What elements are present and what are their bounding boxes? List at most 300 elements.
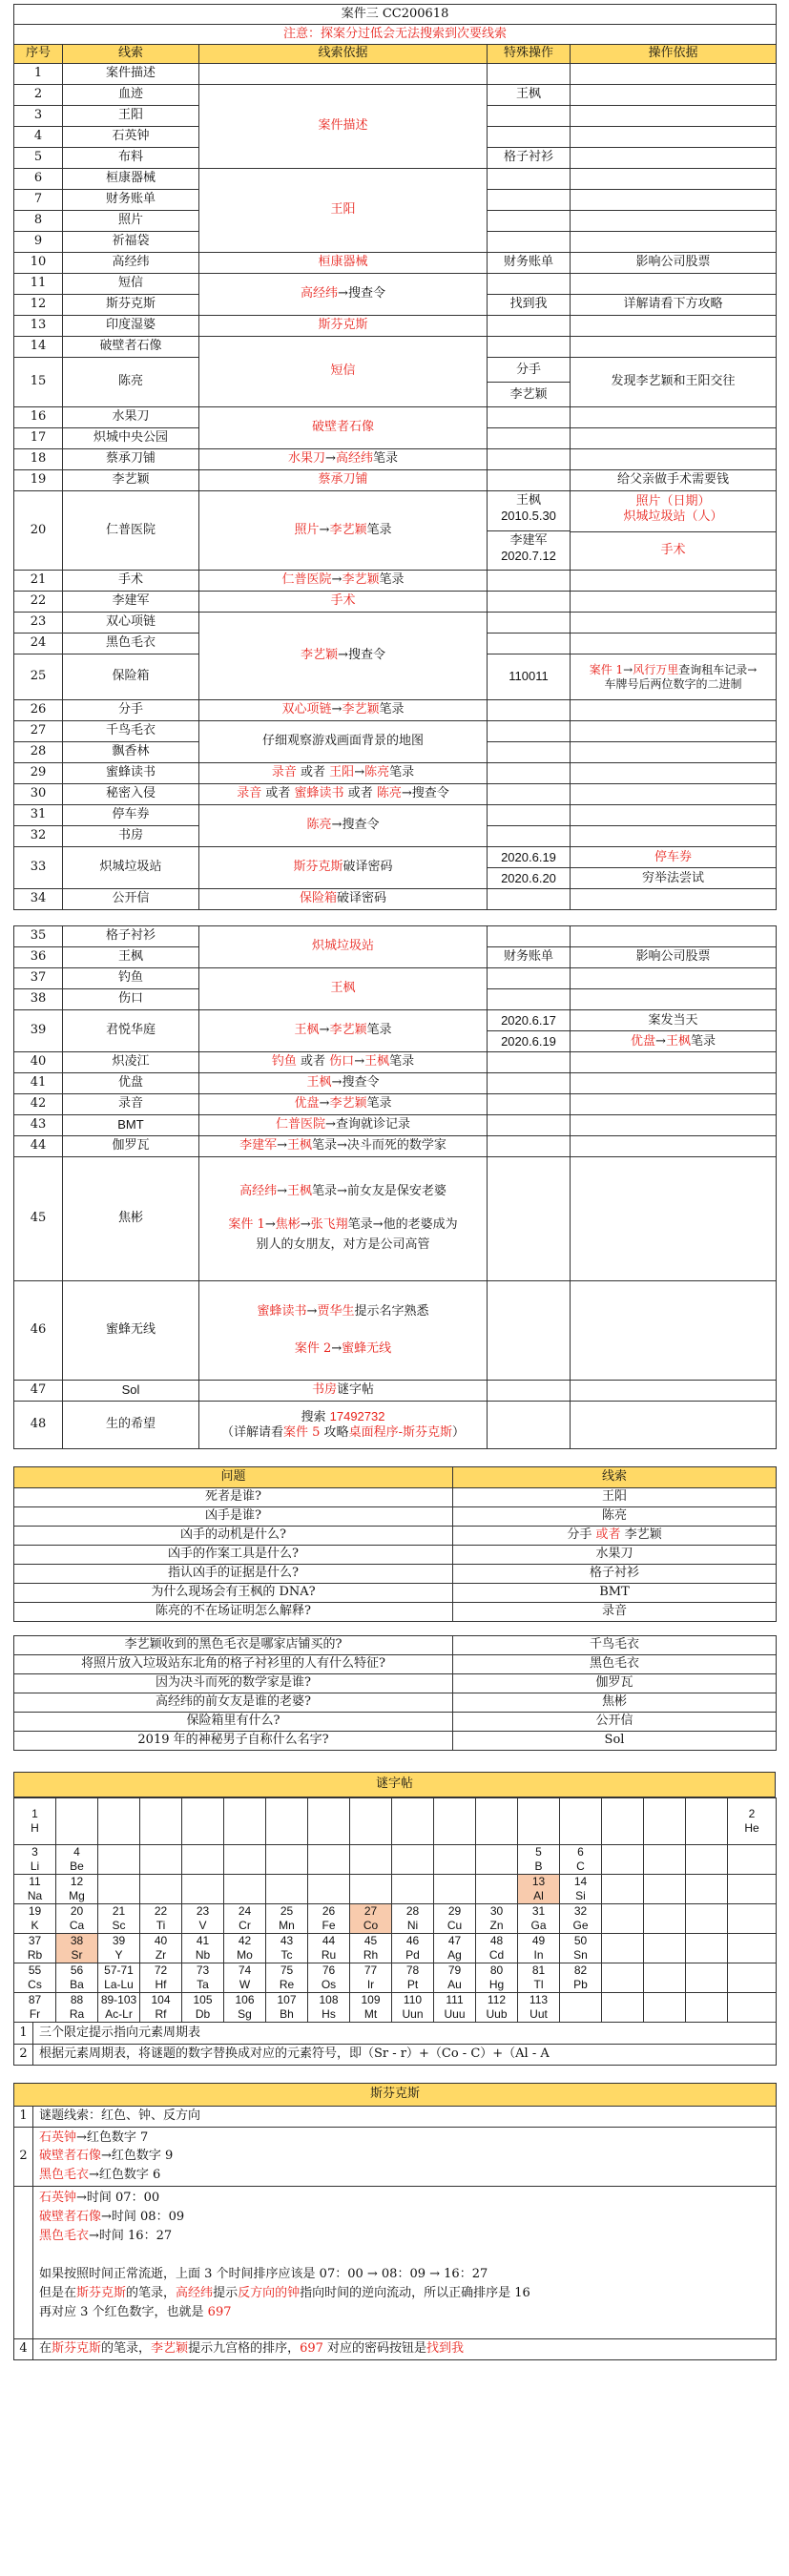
row-no: 4 xyxy=(14,127,63,148)
clue-name: 千鸟毛衣 xyxy=(63,721,199,742)
col-basis: 线索依据 xyxy=(199,45,488,64)
special-op-date: 2020.6.17 xyxy=(488,1010,570,1031)
element-symbol: Al xyxy=(533,1889,544,1902)
element-cell xyxy=(14,1963,56,1993)
element-cell xyxy=(476,1934,518,1963)
empty-cell xyxy=(392,1875,434,1904)
clue-table-2 xyxy=(13,925,777,1449)
element-symbol: Sn xyxy=(573,1948,588,1962)
element-number: 111 xyxy=(446,1993,464,2006)
clue-name: 蜜蜂无线 xyxy=(63,1281,199,1381)
empty-cell xyxy=(140,1845,182,1875)
element-cell xyxy=(56,1934,98,1963)
element-cell xyxy=(182,1904,224,1934)
clue-basis: 李建军→王枫笔录→决斗而死的数学家 xyxy=(199,1136,488,1157)
clue-basis: 书房谜字帖 xyxy=(199,1381,488,1402)
element-symbol: Cd xyxy=(488,1948,505,1962)
element-symbol: H xyxy=(31,1821,39,1835)
clue-name: 案件描述 xyxy=(63,64,199,85)
element-number: 23 xyxy=(196,1904,210,1918)
clue-name: 李建军 xyxy=(63,592,199,613)
clue-basis: 仁普医院→查询就诊记录 xyxy=(199,1115,488,1136)
row-no: 19 xyxy=(14,470,63,491)
element-symbol: Tc xyxy=(280,1948,293,1962)
empty-cell xyxy=(434,1845,476,1875)
clue-name: 桓康器械 xyxy=(63,169,199,190)
element-number: 14 xyxy=(573,1875,588,1888)
empty-cell xyxy=(392,1798,434,1845)
empty-cell xyxy=(266,1875,308,1904)
element-cell xyxy=(728,1798,777,1845)
row-no: 15 xyxy=(14,358,63,407)
empty-cell xyxy=(602,1875,644,1904)
empty-cell xyxy=(140,1798,182,1845)
qa-question: 凶手的动机是什么? xyxy=(14,1527,453,1546)
qa-table xyxy=(13,1466,777,1751)
row-no: 8 xyxy=(14,211,63,232)
special-op: 王枫 xyxy=(515,493,541,508)
row-no: 43 xyxy=(14,1115,63,1136)
qa-answer: 水果刀 xyxy=(453,1546,777,1565)
step-no: 1 xyxy=(14,2106,33,2127)
element-symbol: Mg xyxy=(69,1889,85,1902)
element-number: 38 xyxy=(70,1934,84,1947)
element-cell xyxy=(98,1963,140,1993)
clue-basis: 蜜蜂读书→贾华生提示名字熟悉 案件 2→蜜蜂无线 xyxy=(199,1281,488,1381)
empty-cell xyxy=(728,1875,777,1904)
special-op: 格子衬衫 xyxy=(488,148,571,169)
element-symbol: Uuu xyxy=(444,2007,466,2021)
element-number: 108 xyxy=(319,1993,339,2006)
element-symbol: Rh xyxy=(363,1948,379,1962)
element-number: 46 xyxy=(405,1934,420,1947)
clue-name: 格子衬衫 xyxy=(63,926,199,947)
empty-cell xyxy=(224,1845,266,1875)
empty-cell xyxy=(224,1798,266,1845)
empty-cell xyxy=(602,1993,644,2023)
element-symbol: Db xyxy=(195,2007,211,2021)
clue-basis: 桓康器械 xyxy=(199,253,488,274)
clue-name: 血迹 xyxy=(63,85,199,106)
element-number: 104 xyxy=(151,1993,171,2006)
qa-question: 高经纬的前女友是谁的老婆? xyxy=(14,1693,453,1713)
element-symbol: Be xyxy=(70,1859,84,1873)
element-cell xyxy=(266,1934,308,1963)
row-no: 45 xyxy=(14,1157,63,1281)
row-no: 29 xyxy=(14,763,63,784)
empty-cell xyxy=(728,1963,777,1993)
clue-basis: 保险箱破译密码 xyxy=(199,889,488,910)
row-no: 10 xyxy=(14,253,63,274)
element-number: 76 xyxy=(322,1963,336,1977)
element-symbol: Hg xyxy=(488,1978,505,1991)
qa-question: 凶手的作案工具是什么? xyxy=(14,1546,453,1565)
clue-name: 祈福袋 xyxy=(63,232,199,253)
element-number: 57-71 xyxy=(104,1963,134,1977)
clue-basis: 蔡承刀铺 xyxy=(199,470,488,491)
empty-cell xyxy=(182,1845,224,1875)
element-cell xyxy=(182,1963,224,1993)
op-basis: 给父亲做手术需要钱 xyxy=(571,470,777,491)
clue-basis: 斯芬克斯破译密码 xyxy=(199,847,488,889)
clue-basis: 双心项链→李艺颖笔录 xyxy=(199,700,488,721)
row-no: 7 xyxy=(14,190,63,211)
empty-cell xyxy=(602,1845,644,1875)
element-cell xyxy=(476,1904,518,1934)
element-symbol: Ru xyxy=(321,1948,337,1962)
clue-name: 水果刀 xyxy=(63,407,199,428)
riddle-table xyxy=(13,1772,776,1797)
element-number: 55 xyxy=(28,1963,42,1977)
element-number: 1 xyxy=(31,1807,38,1820)
op-basis: 炽城垃圾站（人） xyxy=(623,509,723,525)
element-symbol: Ge xyxy=(572,1919,589,1932)
empty-cell xyxy=(434,1798,476,1845)
clue-name: 飘香林 xyxy=(63,742,199,763)
element-cell xyxy=(266,1993,308,2023)
element-cell xyxy=(518,1963,560,1993)
element-number: 79 xyxy=(447,1963,462,1977)
clue-name: 停车券 xyxy=(63,805,199,826)
row-no: 17 xyxy=(14,428,63,449)
row-no: 21 xyxy=(14,571,63,592)
empty-cell xyxy=(98,1875,140,1904)
row-no: 48 xyxy=(14,1402,63,1449)
row-no: 18 xyxy=(14,449,63,470)
element-cell xyxy=(560,1963,602,1993)
clue-name: 王阳 xyxy=(63,106,199,127)
hint-no: 1 xyxy=(14,2023,33,2044)
qa-answer: 公开信 xyxy=(453,1713,777,1732)
empty-cell xyxy=(686,1934,728,1963)
element-number: 12 xyxy=(70,1875,84,1888)
qa-answer: 黑色毛衣 xyxy=(453,1655,777,1674)
element-cell xyxy=(518,1845,560,1875)
empty-cell xyxy=(392,1845,434,1875)
element-cell xyxy=(434,1904,476,1934)
clue-name: 钓鱼 xyxy=(63,968,199,989)
row-no: 9 xyxy=(14,232,63,253)
row-no: 42 xyxy=(14,1094,63,1115)
element-symbol: B xyxy=(534,1859,543,1873)
clue-name: 斯芬克斯 xyxy=(63,295,199,316)
element-number: 28 xyxy=(405,1904,420,1918)
periodic-table xyxy=(13,1797,777,2023)
row-no: 14 xyxy=(14,337,63,358)
empty-cell xyxy=(644,1993,686,2023)
element-number: 24 xyxy=(238,1904,252,1918)
element-symbol: Sr xyxy=(71,1948,83,1962)
clue-name: Sol xyxy=(63,1381,199,1402)
element-symbol: Sg xyxy=(238,2007,252,2021)
empty-cell xyxy=(98,1798,140,1845)
row-no: 32 xyxy=(14,826,63,847)
clue-basis: 录音 或者 王阳→陈亮笔录 xyxy=(199,763,488,784)
clue-name: 王枫 xyxy=(63,947,199,968)
empty-cell xyxy=(308,1845,350,1875)
element-symbol: Ni xyxy=(406,1919,419,1932)
element-symbol: Tl xyxy=(533,1978,544,1991)
clue-name: 手术 xyxy=(63,571,199,592)
element-symbol: He xyxy=(744,1821,759,1835)
row-no: 28 xyxy=(14,742,63,763)
element-number: 29 xyxy=(447,1904,462,1918)
element-cell xyxy=(560,1875,602,1904)
element-cell xyxy=(56,1845,98,1875)
clue-basis: 高经纬→王枫笔录→前女友是保安老婆 案件 1→焦彬→张飞翔笔录→他的老婆成为 别人的女朋友，对方是公司高管 xyxy=(199,1157,488,1281)
element-number: 50 xyxy=(573,1934,588,1947)
col-special: 特殊操作 xyxy=(488,45,571,64)
element-number: 48 xyxy=(489,1934,504,1947)
empty-cell xyxy=(728,1904,777,1934)
row-no: 34 xyxy=(14,889,63,910)
empty-cell xyxy=(644,1963,686,1993)
element-cell xyxy=(350,1963,392,1993)
element-symbol: Ca xyxy=(69,1919,85,1932)
col-op-basis: 操作依据 xyxy=(571,45,777,64)
notice: 注意：探案分过低会无法搜索到次要线索 xyxy=(14,25,777,45)
element-symbol: Ra xyxy=(69,2007,85,2021)
clue-basis: 仔细观察游戏画面背景的地图 xyxy=(199,721,488,763)
element-number: 113 xyxy=(529,1993,549,2006)
clue-basis: 王枫 xyxy=(199,968,488,1010)
element-cell xyxy=(140,1993,182,2023)
element-number: 110 xyxy=(403,1993,423,2006)
element-number: 82 xyxy=(573,1963,588,1977)
special-op-date: 2020.6.20 xyxy=(501,871,556,885)
step-text: 在斯芬克斯的笔录，李艺颖提示九宫格的排序，697 对应的密码按钮是找到我 xyxy=(33,2338,777,2359)
step-text: 谜题线索：红色、钟、反方向 xyxy=(33,2106,777,2127)
element-number: 41 xyxy=(196,1934,210,1947)
qa-answer: 分手 或者 李艺颖 xyxy=(453,1527,777,1546)
clue-name: 李艺颖 xyxy=(63,470,199,491)
empty-cell xyxy=(224,1875,266,1904)
empty-cell xyxy=(140,1875,182,1904)
element-symbol: Rf xyxy=(155,2007,167,2021)
empty-cell xyxy=(602,1934,644,1963)
element-cell xyxy=(140,1963,182,1993)
op-basis: 穷举法尝试 xyxy=(642,871,705,885)
element-number: 87 xyxy=(28,1993,42,2006)
element-number: 77 xyxy=(363,1963,378,1977)
element-symbol: Ir xyxy=(366,1978,375,1991)
qa-question: 保险箱里有什么? xyxy=(14,1713,453,1732)
clue-name: 蜜蜂读书 xyxy=(63,763,199,784)
element-cell xyxy=(98,1904,140,1934)
element-symbol: Ac-Lr xyxy=(105,2007,133,2021)
clue-basis: 王枫→李艺颖笔录 xyxy=(199,1010,488,1052)
element-number: 56 xyxy=(70,1963,84,1977)
row-no: 3 xyxy=(14,106,63,127)
qa-question: 2019 年的神秘男子自称什么名字? xyxy=(14,1732,453,1751)
empty-cell xyxy=(728,1993,777,2023)
element-cell xyxy=(350,1904,392,1934)
element-number: 25 xyxy=(280,1904,294,1918)
element-symbol: Ta xyxy=(197,1978,209,1991)
empty-cell xyxy=(182,1875,224,1904)
element-symbol: Cr xyxy=(239,1919,251,1932)
element-symbol: Na xyxy=(27,1889,43,1902)
row-no: 6 xyxy=(14,169,63,190)
col-no: 序号 xyxy=(14,45,63,64)
empty-cell xyxy=(56,1798,98,1845)
element-number: 32 xyxy=(573,1904,588,1918)
element-symbol: Hs xyxy=(322,2007,336,2021)
qa-question: 凶手是谁? xyxy=(14,1507,453,1527)
element-symbol: C xyxy=(576,1859,585,1873)
strategy-sheet xyxy=(13,4,776,2360)
row-no: 40 xyxy=(14,1052,63,1073)
row-no: 5 xyxy=(14,148,63,169)
clue-name: 生的希望 xyxy=(63,1402,199,1449)
row-no: 31 xyxy=(14,805,63,826)
clue-basis: 优盘→李艺颖笔录 xyxy=(199,1094,488,1115)
op-basis: 照片（日期） xyxy=(635,494,711,509)
qa-answer: 录音 xyxy=(453,1603,777,1622)
element-cell xyxy=(476,1963,518,1993)
empty-cell xyxy=(350,1845,392,1875)
element-symbol: Ti xyxy=(156,1919,166,1932)
qa-answer: BMT xyxy=(453,1584,777,1603)
element-cell xyxy=(518,1993,560,2023)
element-symbol: W xyxy=(239,1978,251,1991)
empty-cell xyxy=(350,1875,392,1904)
element-cell xyxy=(476,1993,518,2023)
element-symbol: Ba xyxy=(70,1978,84,1991)
clue-name: 分手 xyxy=(63,700,199,721)
row-no: 35 xyxy=(14,926,63,947)
element-symbol: K xyxy=(31,1919,39,1932)
op-basis: 影响公司股票 xyxy=(571,253,777,274)
element-cell xyxy=(434,1934,476,1963)
element-symbol: In xyxy=(533,1948,544,1962)
element-number: 27 xyxy=(363,1904,378,1918)
element-number: 30 xyxy=(489,1904,504,1918)
clue-name: 印度湿婆 xyxy=(63,316,199,337)
element-number: 2 xyxy=(748,1807,756,1820)
empty-cell xyxy=(560,1798,602,1845)
element-number: 89-103 xyxy=(100,1993,137,2006)
row-no: 13 xyxy=(14,316,63,337)
element-cell xyxy=(56,1993,98,2023)
element-number: 20 xyxy=(70,1904,84,1918)
element-number: 49 xyxy=(531,1934,546,1947)
element-number: 112 xyxy=(487,1993,507,2006)
element-number: 26 xyxy=(322,1904,336,1918)
element-cell xyxy=(140,1904,182,1934)
element-number: 5 xyxy=(535,1845,542,1859)
qa-answer: 王阳 xyxy=(453,1488,777,1507)
clue-name: 短信 xyxy=(63,274,199,295)
empty-cell xyxy=(350,1798,392,1845)
row-no: 30 xyxy=(14,784,63,805)
element-symbol: Mo xyxy=(237,1948,253,1962)
element-number: 39 xyxy=(112,1934,126,1947)
element-cell xyxy=(560,1934,602,1963)
element-cell xyxy=(14,1934,56,1963)
clue-name: 伽罗瓦 xyxy=(63,1136,199,1157)
clue-basis: 斯芬克斯 xyxy=(199,316,488,337)
row-no: 24 xyxy=(14,634,63,654)
clue-name: 高经纬 xyxy=(63,253,199,274)
clue-name: 布料 xyxy=(63,148,199,169)
clue-name: 优盘 xyxy=(63,1073,199,1094)
qa-question: 陈亮的不在场证明怎么解释? xyxy=(14,1603,453,1622)
element-symbol: Li xyxy=(30,1859,40,1873)
clue-name: 陈亮 xyxy=(63,358,199,407)
empty-cell xyxy=(728,1934,777,1963)
hint-text: 三个限定提示指向元素周期表 xyxy=(33,2023,777,2044)
clue-basis: 炽城垃圾站 xyxy=(199,926,488,968)
clue-name: 仁普医院 xyxy=(63,491,199,571)
element-cell xyxy=(392,1963,434,1993)
row-no: 26 xyxy=(14,700,63,721)
clue-basis: 破壁者石像 xyxy=(199,407,488,449)
op-basis: 优盘→王枫笔录 xyxy=(631,1034,716,1049)
hint-text: 根据元素周期表，将谜题的数字替换成对应的元素符号，即（Sr - r）+（Co - C）+（Al - A xyxy=(33,2044,777,2065)
clue-name: 双心项链 xyxy=(63,613,199,634)
element-cell xyxy=(266,1963,308,1993)
clue-basis: 搜索 17492732 （详解请看案件 5 攻略桌面程序-斯芬克斯） xyxy=(199,1402,488,1449)
element-symbol: Au xyxy=(447,1978,462,1991)
element-number: 43 xyxy=(280,1934,294,1947)
clue-basis: 王阳 xyxy=(199,169,488,253)
qa-question: 指认凶手的证据是什么? xyxy=(14,1565,453,1584)
element-symbol: Y xyxy=(114,1948,123,1962)
element-cell xyxy=(392,1904,434,1934)
element-symbol: Co xyxy=(363,1919,379,1932)
element-number: 73 xyxy=(196,1963,210,1977)
element-symbol: Ag xyxy=(447,1948,462,1962)
qa-question: 为什么现场会有王枫的 DNA? xyxy=(14,1584,453,1603)
qa-clue-header: 线索 xyxy=(453,1467,777,1488)
special-op: 财务账单 xyxy=(488,947,571,968)
empty-cell xyxy=(644,1845,686,1875)
special-op: 找到我 xyxy=(488,295,571,316)
clue-name: 炽城垃圾站 xyxy=(63,847,199,889)
clue-name: BMT xyxy=(63,1115,199,1136)
element-cell xyxy=(350,1993,392,2023)
element-symbol: Re xyxy=(279,1978,295,1991)
row-no: 47 xyxy=(14,1381,63,1402)
special-op-date: 2020.6.19 xyxy=(488,847,570,868)
op-basis: 案发当天 xyxy=(571,1010,776,1031)
element-number: 3 xyxy=(31,1845,38,1859)
element-symbol: Mt xyxy=(363,2007,378,2021)
clue-name: 书房 xyxy=(63,826,199,847)
empty-cell xyxy=(266,1845,308,1875)
element-symbol: Fr xyxy=(29,2007,41,2021)
element-cell xyxy=(182,1993,224,2023)
special-op: 财务账单 xyxy=(488,253,571,274)
element-cell xyxy=(518,1934,560,1963)
clue-name: 保险箱 xyxy=(63,654,199,700)
sphinx-table xyxy=(13,2083,777,2360)
element-symbol: Uub xyxy=(486,2007,508,2021)
qa-answer: 焦彬 xyxy=(453,1693,777,1713)
element-symbol: Nb xyxy=(195,1948,211,1962)
clue-name: 伤口 xyxy=(63,989,199,1010)
qa-question-header: 问题 xyxy=(14,1467,453,1488)
clue-name: 炽凌江 xyxy=(63,1052,199,1073)
empty-cell xyxy=(686,1845,728,1875)
empty-cell xyxy=(98,1845,140,1875)
element-cell xyxy=(14,1798,56,1845)
clue-name: 君悦华庭 xyxy=(63,1010,199,1052)
op-basis: 手术 xyxy=(660,543,686,557)
empty-cell xyxy=(476,1845,518,1875)
element-cell xyxy=(140,1934,182,1963)
